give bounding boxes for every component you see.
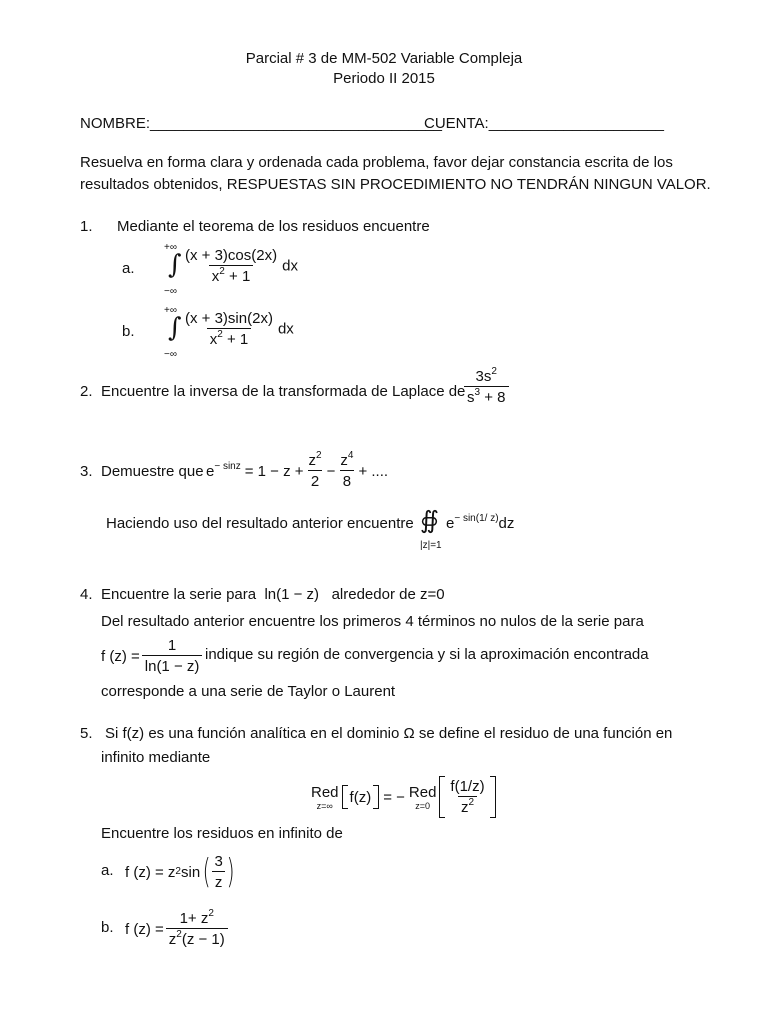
function-5b: f (z) = $\frac{1+ z^2}{z^2(z - 1)}$	[125, 903, 230, 955]
nombre-field: NOMBRE:___________________________________	[80, 115, 442, 132]
problem-4-line-4: corresponde a una serie de Taylor o Laurent	[101, 683, 396, 700]
minus-sign: −	[326, 462, 336, 480]
function-lhs: f (z) =	[101, 647, 140, 665]
residue-operator-2: Red z=0	[408, 783, 437, 811]
series-expression	[206, 447, 388, 495]
problem-3-line-2: Haciendo uso del resultado anterior encuentre	[106, 515, 414, 532]
contour-label: |z|=1	[420, 540, 442, 551]
function-5a: f (z) = z 2 sin ( $\frac{3}{z}$ )	[125, 852, 235, 892]
upper-limit: +∞	[164, 242, 177, 253]
problem-5-line-1: Si f(z) es una función analítica en el dominio Ω se define el residuo de una función en	[105, 725, 673, 742]
integral-sign: ∫	[168, 313, 182, 343]
exponential: $e^{- sinz}$	[206, 460, 241, 480]
denominator: $x^2 + 1$	[209, 265, 254, 285]
problem-5-number: 5.	[80, 725, 93, 742]
dx: dx	[282, 257, 298, 275]
denominator: z	[212, 871, 226, 891]
equals-minus: = −	[383, 788, 405, 806]
instructions-line-1: Resuelva en forma clara y ordenada cada problema, favor dejar constancia escrita de los	[80, 154, 673, 171]
inner-numerator: f(1/z)	[450, 778, 485, 795]
problem-4-line-2: Del resultado anterior encuentre los primeros 4 términos no nulos de la serie para	[101, 613, 644, 630]
denominator: $s^3 + 8$	[464, 386, 509, 406]
inner-denominator: $z^2$	[458, 796, 477, 816]
problem-4-number: 4.	[80, 586, 93, 603]
function-definition	[101, 634, 204, 678]
numerator: $3s^2$	[475, 366, 497, 385]
problem-5-line-2: infinito mediante	[101, 749, 211, 766]
integral-sign: ∫	[168, 250, 182, 280]
problem-3-text: Demuestre que	[101, 463, 204, 480]
numerator: (x + 3)sin(2x)	[185, 310, 273, 327]
term-2-numerator: $z^4$	[340, 450, 354, 469]
exam-period: Periodo II 2015	[333, 70, 435, 87]
residue-operator-1: Red z=∞	[311, 783, 339, 811]
term-1-denominator: 2	[308, 470, 322, 490]
problem-2-text: Encuentre la inversa de la transformada de Laplace de	[101, 383, 466, 400]
numerator: $1+ z^2$	[179, 908, 214, 927]
denominator: $x^2 + 1$	[207, 328, 252, 348]
problem-1-number: 1.	[80, 218, 93, 235]
series-tail: + ....	[358, 462, 389, 480]
contour-integral-sign: ∯	[420, 506, 439, 534]
problem-4-line-3: indique su región de convergencia y si la aproximación encontrada	[205, 646, 649, 663]
residue-definition	[311, 772, 496, 822]
upper-limit: +∞	[164, 305, 177, 316]
cuenta-field: CUENTA:_____________________	[424, 115, 664, 132]
integrand-1b	[180, 310, 294, 348]
lower-limit: −∞	[164, 349, 177, 360]
problem-1b-label: b.	[122, 323, 135, 340]
numerator: (x + 3)cos(2x)	[185, 247, 278, 264]
numerator: 3	[214, 853, 223, 870]
denominator: ln(1 − z)	[142, 655, 203, 675]
term-1-numerator: $z^2$	[308, 450, 322, 469]
dx: dx	[277, 320, 294, 338]
residue-argument: f(z)	[349, 788, 372, 806]
integrand-1a	[180, 247, 298, 285]
denominator: $z^2(z - 1)$	[166, 928, 228, 948]
series-start: = 1 − z +	[244, 462, 304, 480]
term-2-denominator: 8	[340, 470, 354, 490]
problem-1-text: Mediante el teorema de los residuos encuentre	[117, 218, 430, 235]
problem-4-line-1: Encuentre la serie para ln(1 − z) alrededor de z=0	[101, 586, 445, 603]
numerator: 1	[167, 637, 177, 654]
problem-5b-label: b.	[101, 919, 114, 936]
lower-limit: −∞	[164, 286, 177, 297]
problem-2-number: 2.	[80, 383, 93, 400]
instructions-line-2: resultados obtenidos, RESPUESTAS SIN PROCEDIMIENTO NO TENDRÁN NINGUN VALOR.	[80, 176, 711, 193]
exam-title: Parcial # 3 de MM-502 Variable Compleja	[245, 50, 523, 67]
laplace-expression	[462, 368, 511, 406]
problem-3-number: 3.	[80, 463, 93, 480]
problem-5-line-3: Encuentre los residuos en infinito de	[101, 825, 343, 842]
problem-1a-label: a.	[122, 260, 135, 277]
contour-integrand: $e^{- sin(1/ z)}dz$	[446, 513, 515, 532]
problem-5a-label: a.	[101, 862, 114, 879]
